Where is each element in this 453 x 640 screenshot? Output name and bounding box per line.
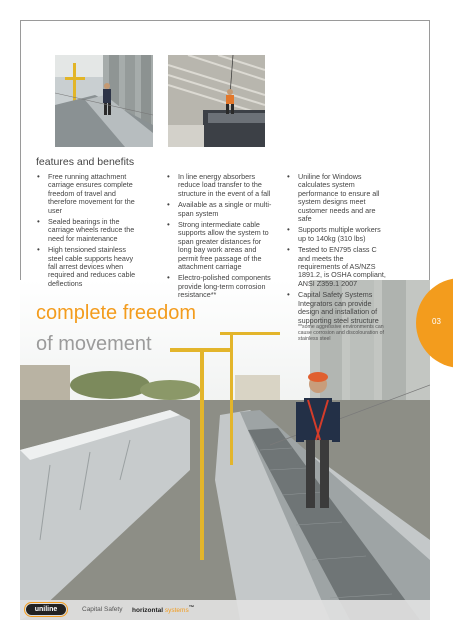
- list-item: • Available as a single or multi-span system: [166, 201, 272, 218]
- list-item: • Electro-polished components provide long-term corrosion resistance**: [166, 274, 272, 299]
- section-heading: features and benefits: [36, 156, 135, 168]
- list-item: • In line energy absorbers reduce load transfer to the structure in the event of a fall: [166, 173, 272, 198]
- list-item: • Tested to EN795 class C and meets the requirements of AS/NZS 1891.2, is OSHA compliant, ANSI Z359.1 2007: [286, 246, 386, 288]
- tagline-line-2: of movement: [36, 333, 152, 355]
- benefits-column-2: [166, 173, 272, 303]
- page-number: 03: [432, 317, 441, 326]
- brand-logo: [132, 605, 194, 614]
- benefits-column-1: [36, 173, 136, 291]
- trademark-mark: ™: [188, 605, 195, 611]
- uniline-logo: uniline: [26, 604, 66, 615]
- list-item: • Uniline for Windows calculates system performance to ensure all system designs meet customer needs and are safe: [286, 173, 386, 223]
- photo-walkway-shed: [55, 55, 153, 147]
- benefits-column-3: [286, 173, 386, 328]
- brand-name: horizontal: [132, 607, 164, 615]
- brand-suffix: systems: [164, 607, 189, 615]
- list-item: • High tensioned stainless steel cable supports heavy fall arrest devices when required and reduces cable deflections: [36, 246, 136, 288]
- list-item: • Strong intermediate cable supports allow the system to span greater distances for long bay work areas and permit free passage of the attachment carriage: [166, 221, 272, 271]
- footnote: **some aggressive environments can cause corrosion and discolouration of stainless steel: [298, 324, 384, 342]
- footer-company: Capital Safety: [82, 606, 123, 613]
- list-item: • Supports multiple workers up to 140kg (310 lbs): [286, 226, 386, 243]
- list-item: • Capital Safety Systems Integrators can provide design and installation of supporting steel structure: [286, 291, 386, 325]
- tagline-line-1: complete freedom: [36, 302, 197, 324]
- list-item: • Free running attachment carriage ensures complete freedom of travel and therefore movement for the user: [36, 173, 136, 215]
- list-item: • Sealed bearings in the carriage wheels reduce the need for maintenance: [36, 218, 136, 243]
- photo-shed-roof: [168, 55, 265, 147]
